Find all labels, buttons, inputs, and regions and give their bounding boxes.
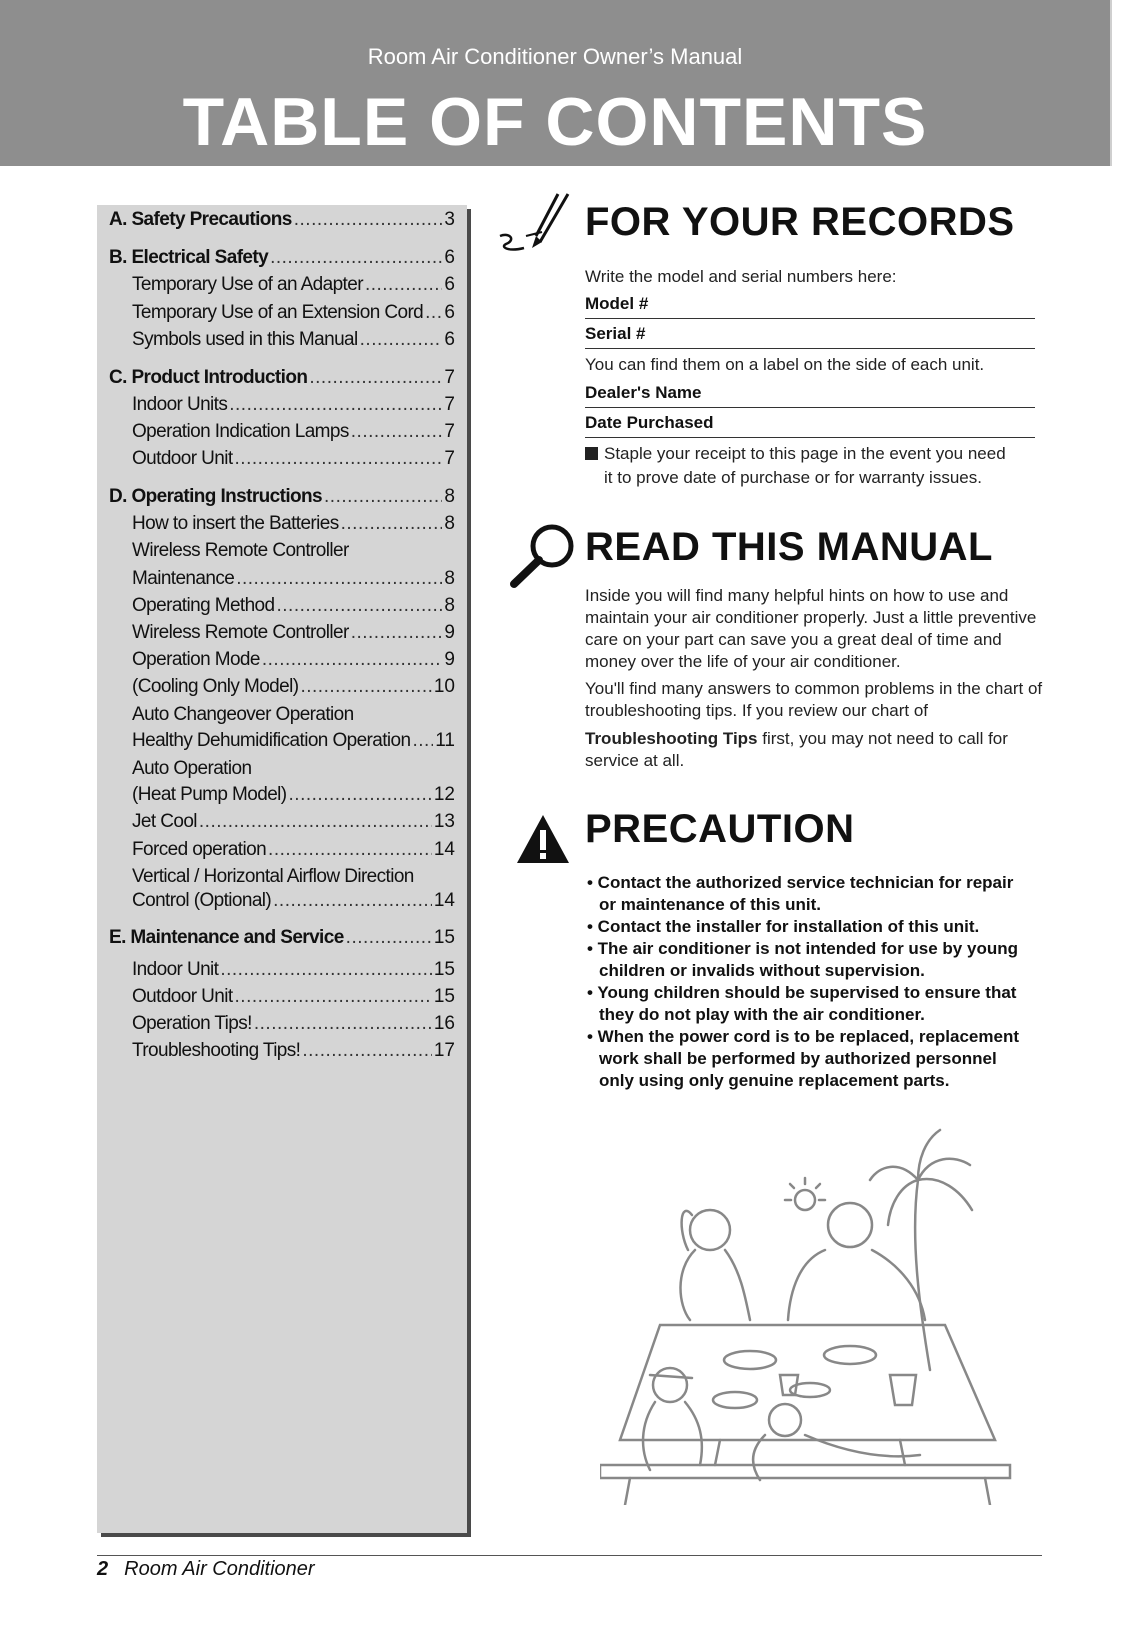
toc-entry-label: E. Maintenance and Service bbox=[109, 927, 344, 948]
precaution-item: • When the power cord is to be replaced, replacement work shall be performed by authorized personnel only using only genuine replacement parts. bbox=[587, 1027, 1019, 1090]
records-intro: Write the model and serial numbers here: bbox=[585, 267, 897, 286]
page-number: 2 bbox=[97, 1558, 109, 1580]
toc-entry-label: Symbols used in this Manual bbox=[132, 329, 358, 350]
toc-entry-label: Forced operation bbox=[132, 839, 267, 860]
page-header bbox=[0, 0, 1110, 166]
toc-entry-page: 9 bbox=[444, 622, 455, 643]
receipt-note-line2: it to prove date of purchase or for warranty issues. bbox=[604, 468, 982, 487]
toc-entry[interactable] bbox=[132, 564, 455, 590]
dealer-name-field[interactable]: Dealer's Name bbox=[585, 383, 1035, 408]
toc-leader-dots bbox=[236, 568, 442, 590]
toc-entry[interactable] bbox=[132, 509, 455, 535]
troubleshooting-tips-bold: Troubleshooting Tips bbox=[585, 729, 758, 748]
header-edge bbox=[1110, 0, 1112, 166]
toc-leader-dots bbox=[351, 421, 443, 443]
picnic-illustration bbox=[600, 1120, 1020, 1505]
toc-entry-page: 15 bbox=[433, 959, 455, 980]
toc-entry[interactable] bbox=[132, 618, 455, 644]
toc-entry-label: (Heat Pump Model) bbox=[132, 784, 287, 805]
model-field[interactable]: Model # bbox=[585, 294, 1035, 319]
toc-leader-dots bbox=[412, 730, 433, 752]
footer-text: Room Air Conditioner bbox=[124, 1558, 315, 1580]
toc-entry[interactable] bbox=[132, 645, 455, 671]
toc-entry-page: 3 bbox=[444, 209, 455, 230]
toc-entry-page: 10 bbox=[433, 676, 455, 697]
toc-entry-page: 15 bbox=[433, 986, 455, 1007]
toc-leader-dots bbox=[199, 811, 432, 833]
toc-entry-page: 6 bbox=[444, 247, 455, 268]
toc-leader-dots bbox=[277, 595, 443, 617]
toc-entry-page: 9 bbox=[444, 649, 455, 670]
toc-leader-dots bbox=[346, 927, 432, 949]
toc-leader-dots bbox=[235, 986, 432, 1008]
toc-leader-dots bbox=[365, 274, 442, 296]
label-hint: You can find them on a label on the side of each unit. bbox=[585, 355, 985, 374]
toc-entry[interactable] bbox=[132, 955, 455, 981]
toc-entry-label: Operation Mode bbox=[132, 649, 260, 670]
precaution-list bbox=[585, 872, 1035, 1092]
toc-entry[interactable] bbox=[132, 298, 455, 324]
precaution-item: • The air conditioner is not intended for use by young children or invalids without supervision. bbox=[587, 939, 1018, 980]
toc-leader-dots bbox=[309, 367, 442, 389]
toc-entry[interactable] bbox=[132, 672, 455, 698]
toc-entry-page: 8 bbox=[444, 595, 455, 616]
toc-leader-dots bbox=[254, 1013, 432, 1035]
precaution-title: PRECAUTION bbox=[585, 807, 855, 851]
toc-entry-label: Outdoor Unit bbox=[132, 448, 233, 469]
toc-entry[interactable] bbox=[109, 363, 455, 389]
toc-leader-dots bbox=[229, 394, 442, 416]
toc-entry-label: Temporary Use of an Extension Cord bbox=[132, 302, 424, 323]
toc-leader-dots bbox=[302, 1040, 432, 1062]
toc-leader-dots bbox=[220, 959, 432, 981]
toc-entry[interactable] bbox=[132, 1036, 455, 1062]
toc-entry-page: 7 bbox=[444, 367, 455, 388]
pen-icon bbox=[496, 192, 578, 258]
toc-entry[interactable] bbox=[132, 780, 455, 806]
toc-entry[interactable] bbox=[132, 591, 455, 617]
footer-rule bbox=[97, 1555, 1042, 1556]
toc-entry-label: Operation Tips! bbox=[132, 1013, 252, 1034]
toc-entry-label: Indoor Units bbox=[132, 394, 228, 415]
toc-entry-label: Maintenance bbox=[132, 568, 235, 589]
toc-entry[interactable] bbox=[132, 700, 455, 726]
toc-entry-page: 7 bbox=[444, 448, 455, 469]
toc-entry-label: Outdoor Unit bbox=[132, 986, 233, 1007]
toc-entry-page: 15 bbox=[433, 927, 455, 948]
magnifier-icon bbox=[506, 522, 580, 588]
toc-leader-dots bbox=[262, 649, 443, 671]
records-title: FOR YOUR RECORDS bbox=[585, 200, 1015, 244]
toc-leader-dots bbox=[235, 448, 443, 470]
toc-leader-dots bbox=[360, 329, 443, 351]
toc-entry[interactable] bbox=[109, 243, 455, 269]
toc-leader-dots bbox=[324, 486, 442, 508]
toc-entry-page: 16 bbox=[433, 1013, 455, 1034]
date-purchased-field[interactable]: Date Purchased bbox=[585, 413, 1035, 438]
page-title: TABLE OF CONTENTS bbox=[182, 84, 928, 160]
precaution-item: • Contact the authorized service technician for repair or maintenance of this unit. bbox=[587, 873, 1014, 914]
toc-entry-page: 7 bbox=[444, 394, 455, 415]
toc-entry-page: 8 bbox=[444, 568, 455, 589]
toc-leader-dots bbox=[294, 209, 443, 231]
manual-title: READ THIS MANUAL bbox=[585, 525, 993, 569]
precaution-item: • Young children should be supervised to ensure that they do not play with the air conditioner. bbox=[587, 983, 1017, 1024]
manual-subtitle: Room Air Conditioner Owner’s Manual bbox=[367, 44, 743, 69]
toc-entry-label: Troubleshooting Tips! bbox=[132, 1040, 301, 1061]
toc-entry-label: D. Operating Instructions bbox=[109, 486, 323, 507]
manual-paragraph-2: You'll find many answers to common problems in the chart of troubleshooting tips. If you review our chart of bbox=[585, 679, 1043, 720]
receipt-note bbox=[585, 442, 1045, 490]
toc-entry-label: Wireless Remote Controller bbox=[132, 540, 349, 561]
square-bullet-icon bbox=[585, 447, 598, 460]
receipt-note-line1: Staple your receipt to this page in the event you need bbox=[604, 444, 1006, 463]
toc-entry[interactable] bbox=[132, 835, 455, 861]
toc-entry-label: Operation Indication Lamps bbox=[132, 421, 349, 442]
toc-entry[interactable] bbox=[132, 886, 455, 912]
toc-entry-page: 6 bbox=[444, 329, 455, 350]
manual-paragraph-3-rest: first, you may not need to call for service at all. bbox=[585, 729, 1008, 770]
manual-paragraph-3 bbox=[585, 728, 1045, 772]
toc-leader-dots bbox=[351, 622, 443, 644]
toc-entry-label: C. Product Introduction bbox=[109, 367, 308, 388]
toc-entry-page: 11 bbox=[435, 730, 455, 751]
toc-entry-page: 14 bbox=[433, 839, 455, 860]
toc-entry-label: B. Electrical Safety bbox=[109, 247, 269, 268]
page-footer bbox=[97, 1558, 315, 1581]
toc-entry-page: 6 bbox=[444, 274, 455, 295]
toc-entry-page: 7 bbox=[444, 421, 455, 442]
toc-entry[interactable] bbox=[132, 754, 455, 780]
toc-entry-label: Control (Optional) bbox=[132, 890, 272, 911]
toc-entry-label: Wireless Remote Controller bbox=[132, 622, 349, 643]
toc-entry-page: 8 bbox=[444, 513, 455, 534]
toc-entry-label: Jet Cool bbox=[132, 811, 197, 832]
toc-entry-label: How to insert the Batteries bbox=[132, 513, 339, 534]
toc-entry[interactable] bbox=[132, 982, 455, 1008]
toc-leader-dots bbox=[341, 513, 443, 535]
toc-entry-label: A. Safety Precautions bbox=[109, 209, 292, 230]
toc-leader-dots bbox=[270, 247, 442, 269]
toc-entry[interactable] bbox=[132, 1009, 455, 1035]
toc-entry[interactable] bbox=[132, 325, 455, 351]
toc-entry-label: (Cooling Only Model) bbox=[132, 676, 299, 697]
toc-entry-page: 12 bbox=[433, 784, 455, 805]
serial-field[interactable]: Serial # bbox=[585, 324, 1035, 349]
precaution-item: • Contact the installer for installation of this unit. bbox=[587, 917, 980, 936]
toc-entry-label: Healthy Dehumidification Operation bbox=[132, 730, 411, 751]
toc-leader-dots bbox=[289, 784, 432, 806]
toc-entry[interactable] bbox=[132, 444, 455, 470]
toc-entry[interactable] bbox=[109, 205, 455, 231]
toc-entry-page: 6 bbox=[444, 302, 455, 323]
toc-entry-label: Auto Changeover Operation bbox=[132, 704, 354, 725]
toc-entry[interactable] bbox=[109, 923, 455, 949]
toc-entry[interactable] bbox=[132, 536, 455, 562]
toc-entry-label: Operating Method bbox=[132, 595, 275, 616]
toc-entry-page: 13 bbox=[433, 811, 455, 832]
toc-entry-page: 14 bbox=[433, 890, 455, 911]
warning-triangle-icon bbox=[514, 812, 572, 866]
table-of-contents bbox=[97, 205, 467, 1533]
toc-entry[interactable] bbox=[132, 726, 455, 752]
toc-leader-dots bbox=[300, 676, 431, 698]
toc-leader-dots bbox=[425, 302, 442, 324]
toc-entry[interactable] bbox=[132, 390, 455, 416]
toc-entry-label: Auto Operation bbox=[132, 758, 252, 779]
manual-paragraph-1: Inside you will find many helpful hints on how to use and maintain your air conditioner properly. Just a little preventive care on your part can save you a great deal of time and money over the life of your air conditioner. bbox=[585, 586, 1037, 671]
toc-entry-label: Temporary Use of an Adapter bbox=[132, 274, 363, 295]
toc-entry[interactable] bbox=[109, 482, 455, 508]
toc-entry[interactable] bbox=[132, 862, 455, 888]
toc-entry[interactable] bbox=[132, 270, 455, 296]
toc-entry-page: 8 bbox=[444, 486, 455, 507]
toc-entry[interactable] bbox=[132, 807, 455, 833]
toc-entry-label: Vertical / Horizontal Airflow Direction bbox=[132, 866, 414, 887]
toc-leader-dots bbox=[273, 890, 432, 912]
toc-leader-dots bbox=[268, 839, 432, 861]
toc-entry[interactable] bbox=[132, 417, 455, 443]
toc-entry-page: 17 bbox=[433, 1040, 455, 1061]
toc-entry-label: Indoor Unit bbox=[132, 959, 219, 980]
